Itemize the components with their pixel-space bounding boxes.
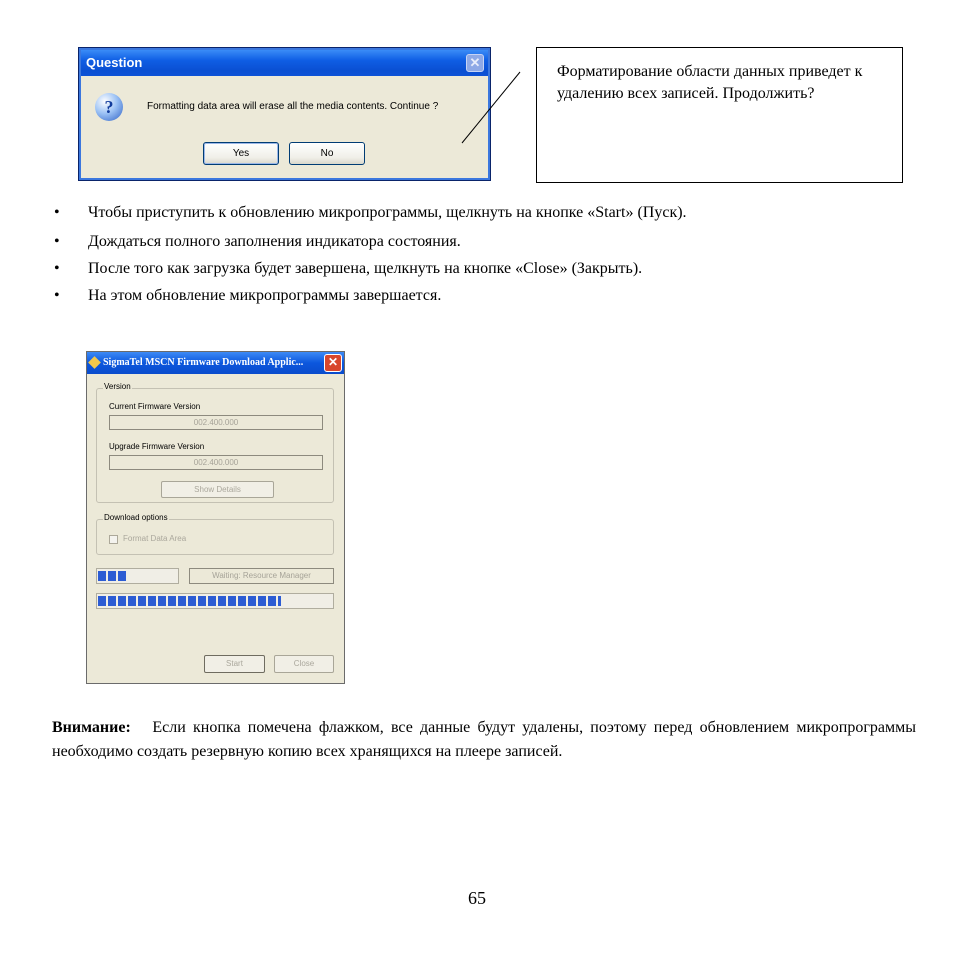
question-dialog [78, 47, 491, 181]
dialog-title: Question [86, 55, 143, 70]
list-item-text: На этом обновление микропрограммы завершается. [88, 287, 442, 304]
show-details-button[interactable]: Show Details [161, 481, 274, 498]
page-number: 65 [468, 888, 486, 908]
small-progress-fill [98, 571, 128, 581]
dialog-title-bar [81, 50, 488, 76]
instruction-list [52, 202, 872, 307]
bullet-icon: • [54, 260, 60, 277]
warning-text: Если кнопка помечена флажком, все данные будут удалены, поэтому перед обновлением микропрограммы необходимо создать резервную копию всех хранящихся на плеере записей. [52, 719, 917, 760]
upgrade-version-field: 002.400.000 [109, 455, 323, 470]
current-version-label: Current Firmware Version [109, 402, 201, 411]
question-icon: ? [95, 93, 123, 121]
window-title-bar [87, 352, 344, 374]
list-item [52, 258, 872, 280]
yes-button[interactable]: Yes [203, 142, 279, 165]
list-item-text: После того как загрузка будет завершена, щелкнуть на кнопке «Close» (Закрыть). [88, 260, 643, 277]
version-group [96, 382, 334, 503]
list-item [52, 231, 872, 253]
small-progress-bar [96, 568, 179, 584]
translation-callout: Форматирование области данных приведет к удалению всех записей. Продолжить? [536, 47, 903, 183]
firmware-download-window [86, 351, 345, 684]
warning-label: Внимание: [52, 719, 131, 736]
list-item [52, 202, 872, 224]
format-data-area-label: Format Data Area [123, 534, 187, 543]
warning-paragraph [52, 716, 916, 764]
bullet-icon: • [54, 287, 60, 304]
main-progress-fill [98, 596, 281, 606]
no-button[interactable]: No [289, 142, 365, 165]
download-options-group [96, 513, 334, 555]
list-item-text: Дождаться полного заполнения индикатора состояния. [88, 233, 461, 250]
list-item [52, 285, 872, 307]
bullet-icon: • [54, 204, 60, 221]
bullet-icon: • [54, 233, 60, 250]
window-title: SigmaTel MSCN Firmware Download Applic... [103, 357, 304, 368]
version-group-label: Version [104, 382, 131, 391]
close-icon[interactable]: ✕ [324, 354, 342, 372]
upgrade-version-label: Upgrade Firmware Version [109, 442, 205, 451]
status-field: Waiting: Resource Manager [189, 568, 334, 584]
callout-pointer-line [460, 70, 522, 145]
current-version-field: 002.400.000 [109, 415, 323, 430]
start-button[interactable]: Start [204, 655, 265, 673]
close-button[interactable]: ✕ [466, 54, 484, 72]
dialog-message: Formatting data area will erase all the media contents. Continue ? [147, 101, 439, 112]
download-options-label: Download options [104, 513, 168, 522]
main-progress-bar [96, 593, 334, 609]
format-data-area-checkbox[interactable] [109, 535, 118, 544]
close-button[interactable]: Close [274, 655, 334, 673]
list-item-text: Чтобы приступить к обновлению микропрограммы, щелкнуть на кнопке «Start» (Пуск). [88, 204, 687, 221]
app-icon [88, 356, 101, 369]
